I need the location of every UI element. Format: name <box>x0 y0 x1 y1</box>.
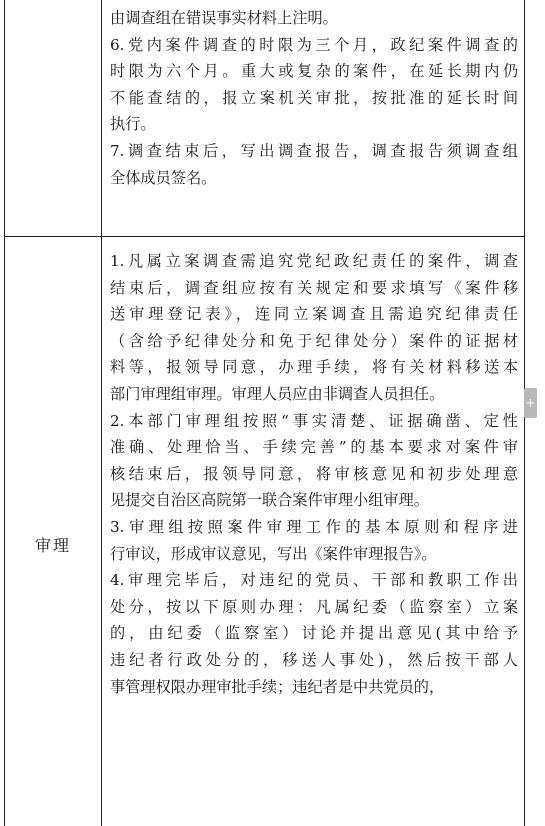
text-line: 料等，报领导同意，办理手续，将有关材料移送本 <box>110 358 518 377</box>
text-line: 1.凡属立案调查需追究党纪政纪责任的案件，调查 <box>110 252 518 270</box>
text-line: 违纪者行政处分的，移送人事处)，然后按干部人 <box>110 650 518 669</box>
text-line: 7.调查结束后，写出调查报告，调查报告须调查组 <box>110 141 518 160</box>
document-table <box>4 0 525 826</box>
text-line: 4.审理完毕后，对违纪的党员、干部和教职工作出 <box>110 571 518 590</box>
text-line: 送审理登记表》，连同立案调查且需追究纪律责任 <box>110 305 518 324</box>
text-line: 核结束后，报领导同意，将审核意见和初步处理意 <box>110 464 518 483</box>
text-line: 全体成员签名。 <box>110 168 217 187</box>
table-row-previous-section <box>5 0 524 237</box>
row-content-cell <box>102 237 524 826</box>
text-line: 部门审理组审理。审理人员应由非调查人员担任。 <box>110 384 445 403</box>
text-line: 由调查组在错误事实材料上注明。 <box>110 9 338 27</box>
text-line: 处分，按以下原则办理：凡属纪委（监察室）立案 <box>110 597 518 616</box>
text-line: 的，由纪委（监察室）讨论并提出意见(其中给予 <box>110 624 518 643</box>
text-line: （含给予纪律处分和免于纪律处分）案件的证据材 <box>110 331 518 350</box>
row-label-cell <box>5 0 102 236</box>
content-text <box>102 0 524 191</box>
table-row-review <box>5 237 524 826</box>
row-label-review: 审理 <box>34 536 71 555</box>
text-line: 见提交自治区高院第一联合案件审理小组审理。 <box>110 491 429 510</box>
text-line: 3.审理组按照案件审理工作的基本原则和程序进 <box>110 517 518 536</box>
text-line: 不能查结的，报立案机关审批，按批准的延长时间 <box>110 88 518 107</box>
text-line: 准确、处理恰当、手续完善”的基本要求对案件审 <box>110 438 518 457</box>
text-line: 6.党内案件调查的时限为三个月，政纪案件调查的 <box>110 35 518 54</box>
content-text <box>102 237 524 700</box>
text-line: 结束后，调查组应按有关规定和要求填写《案件移 <box>110 278 518 297</box>
row-label-cell <box>5 237 102 826</box>
text-line: 事管理权限办理审批手续；违纪者是中共党员的， <box>110 677 445 696</box>
text-line: 行审议，形成审议意见，写出《案件审理报告》。 <box>110 544 437 563</box>
text-line: 执行。 <box>110 115 156 134</box>
side-expand-tab[interactable]: + <box>524 388 537 418</box>
row-content-cell <box>102 0 524 236</box>
text-line: 2.本部门审理组按照“事实清楚、证据确凿、定性 <box>110 411 518 430</box>
text-line: 时限为六个月。重大或复杂的案件，在延长期内仍 <box>110 62 518 81</box>
